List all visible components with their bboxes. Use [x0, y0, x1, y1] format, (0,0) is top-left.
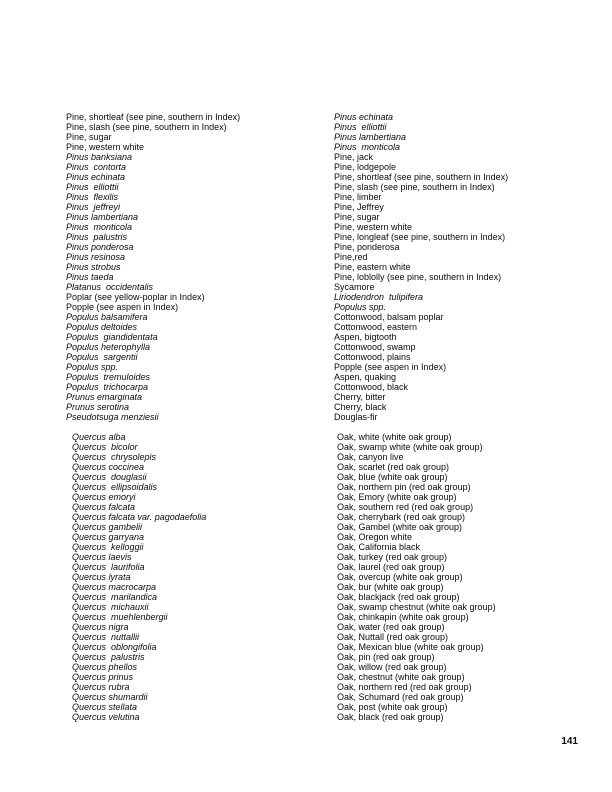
right-name-cell: Oak, swamp white (white oak group) — [337, 442, 483, 452]
left-name-cell: Prunus serotina — [66, 402, 130, 412]
right-name-cell: Cottonwood, black — [334, 382, 409, 392]
right-name-cell: Oak, bur (white oak group) — [337, 582, 444, 592]
right-name-cell: Oak, scarlet (red oak group) — [337, 462, 450, 472]
table-row — [66, 512, 586, 522]
table-row — [66, 212, 586, 222]
table-row — [66, 652, 586, 662]
left-name-cell: Pinus flexilis — [66, 192, 119, 202]
left-name-cell: Pine, western white — [66, 142, 145, 152]
right-name-cell: Oak, blackjack (red oak group) — [337, 592, 460, 602]
left-name-cell: Pinus palustris — [66, 232, 128, 242]
page-number: 141 — [561, 736, 578, 747]
table-row — [66, 182, 586, 192]
left-name-cell: Populus trichocarpa — [66, 382, 149, 392]
table-row — [66, 522, 586, 532]
table-row — [66, 282, 586, 292]
block-gap — [66, 422, 586, 432]
table-row — [66, 312, 586, 322]
right-name-cell: Oak, Emory (white oak group) — [337, 492, 457, 502]
table-row — [66, 172, 586, 182]
table-row — [66, 162, 586, 172]
left-name-cell: Quercus nuttallii — [72, 632, 140, 642]
left-name-cell: Quercus lyrata — [72, 572, 131, 582]
right-name-cell: Oak, swamp chestnut (white oak group) — [337, 602, 496, 612]
left-name-cell: Quercus palustris — [72, 652, 145, 662]
right-name-cell: Oak, chestnut (white oak group) — [337, 672, 465, 682]
left-name-cell: Quercus laurifolia — [72, 562, 145, 572]
left-name-cell: Pinus contorta — [66, 162, 127, 172]
table-row — [66, 682, 586, 692]
table-row — [66, 532, 586, 542]
table-row — [66, 592, 586, 602]
left-name-cell: Pinus resinosa — [66, 252, 126, 262]
left-name-cell: Pine, slash (see pine, southern in Index) — [66, 122, 227, 132]
right-name-cell: Oak, water (red oak group) — [337, 622, 445, 632]
right-name-cell: Sycamore — [334, 282, 375, 292]
table-row — [66, 462, 586, 472]
right-name-cell: Pinus monticola — [334, 142, 401, 152]
left-name-cell: Pinus taeda — [66, 272, 114, 282]
table-row — [66, 132, 586, 142]
left-name-cell: Poplar (see yellow-poplar in Index) — [66, 292, 205, 302]
left-name-cell: Platanus occidentalis — [66, 282, 154, 292]
table-row — [66, 232, 586, 242]
table-row — [66, 402, 586, 412]
left-name-cell: Quercus oblongifolia — [72, 642, 157, 652]
table-row — [66, 582, 586, 592]
right-name-cell: Cherry, bitter — [334, 392, 386, 402]
table-row — [66, 552, 586, 562]
left-name-cell: Quercus ellipsoidalis — [72, 482, 158, 492]
left-name-cell: Quercus gambelii — [72, 522, 143, 532]
right-name-cell: Oak, overcup (white oak group) — [337, 572, 463, 582]
right-name-cell: Pine, slash (see pine, southern in Index) — [334, 182, 495, 192]
right-name-cell: Pine, sugar — [334, 212, 380, 222]
left-name-cell: Popple (see aspen in Index) — [66, 302, 179, 312]
table-row — [66, 112, 586, 122]
right-name-cell: Cottonwood, balsam poplar — [334, 312, 444, 322]
right-name-cell: Oak, black (red oak group) — [337, 712, 444, 722]
table-row — [66, 432, 586, 442]
table-row — [66, 272, 586, 282]
right-name-cell: Pine, lodgepole — [334, 162, 397, 172]
table-row — [66, 342, 586, 352]
table-row — [66, 222, 586, 232]
right-name-cell: Pine, Jeffrey — [334, 202, 384, 212]
table-row — [66, 412, 586, 422]
table-row — [66, 612, 586, 622]
table-row — [66, 142, 586, 152]
left-name-cell: Quercus falcata var. pagodaefolia — [72, 512, 207, 522]
left-name-cell: Populus sargentii — [66, 352, 138, 362]
table-row — [66, 662, 586, 672]
right-name-cell: Cottonwood, eastern — [334, 322, 418, 332]
table-row — [66, 452, 586, 462]
left-name-cell: Pinus banksiana — [66, 152, 133, 162]
right-name-cell: Pine, limber — [334, 192, 382, 202]
left-name-cell: Quercus macrocarpa — [72, 582, 157, 592]
table-row — [66, 372, 586, 382]
left-name-cell: Quercus emoryi — [72, 492, 136, 502]
right-name-cell: Oak, Oregon white — [337, 532, 413, 542]
right-name-cell: Oak, white (white oak group) — [337, 432, 452, 442]
right-name-cell: Pine, ponderosa — [334, 242, 400, 252]
table-row — [66, 542, 586, 552]
table-row — [66, 702, 586, 712]
left-name-cell: Pinus monticola — [66, 222, 133, 232]
table-row — [66, 572, 586, 582]
table-row — [66, 242, 586, 252]
right-name-cell: Pine, eastern white — [334, 262, 411, 272]
right-name-cell: Liriodendron tulipifera — [334, 292, 424, 302]
table-row — [66, 602, 586, 612]
left-name-cell: Quercus coccinea — [72, 462, 145, 472]
table-row — [66, 352, 586, 362]
right-name-cell: Cherry, black — [334, 402, 387, 412]
table-row — [66, 502, 586, 512]
right-name-cell: Oak, canyon live — [337, 452, 404, 462]
table-row — [66, 202, 586, 212]
table-row — [66, 252, 586, 262]
left-name-cell: Quercus falcata — [72, 502, 136, 512]
table-row — [66, 292, 586, 302]
left-name-cell: Pseudotsuga menziesii — [66, 412, 159, 422]
left-name-cell: Quercus muehlenbergii — [72, 612, 168, 622]
right-name-cell: Pinus echinata — [334, 112, 394, 122]
left-name-cell: Pinus elliottii — [66, 182, 119, 192]
table-row — [66, 442, 586, 452]
left-name-cell: Pinus ponderosa — [66, 242, 134, 252]
table-row — [66, 632, 586, 642]
left-name-cell: Quercus velutina — [72, 712, 140, 722]
right-name-cell: Oak, California black — [337, 542, 421, 552]
left-name-cell: Populus heterophylla — [66, 342, 151, 352]
table-row — [66, 482, 586, 492]
table-row — [66, 382, 586, 392]
left-name-cell: Populus tremuloides — [66, 372, 151, 382]
right-name-cell: Oak, Schumard (red oak group) — [337, 692, 464, 702]
right-name-cell: Oak, cherrybark (red oak group) — [337, 512, 466, 522]
right-name-cell: Pinus lambertiana — [334, 132, 407, 142]
left-name-cell: Pinus echinata — [66, 172, 126, 182]
left-name-cell: Quercus alba — [72, 432, 126, 442]
table-row — [66, 152, 586, 162]
right-name-cell: Oak, Mexican blue (white oak group) — [337, 642, 484, 652]
left-name-cell: Quercus chrysolepis — [72, 452, 157, 462]
left-name-cell: Pinus lambertiana — [66, 212, 139, 222]
table-row — [66, 672, 586, 682]
right-name-cell: Oak, Nuttall (red oak group) — [337, 632, 449, 642]
right-name-cell: Oak, willow (red oak group) — [337, 662, 447, 672]
right-name-cell: Oak, turkey (red oak group) — [337, 552, 448, 562]
right-name-cell: Oak, chinkapin (white oak group) — [337, 612, 469, 622]
right-name-cell: Popple (see aspen in Index) — [334, 362, 447, 372]
left-name-cell: Quercus prinus — [72, 672, 134, 682]
right-name-cell: Oak, southern red (red oak group) — [337, 502, 474, 512]
table-row — [66, 302, 586, 312]
table-row — [66, 322, 586, 332]
right-name-cell: Populus spp. — [334, 302, 387, 312]
right-name-cell: Oak, blue (white oak group) — [337, 472, 448, 482]
table-row — [66, 642, 586, 652]
right-name-cell: Oak, northern pin (red oak group) — [337, 482, 471, 492]
table-row — [66, 472, 586, 482]
left-name-cell: Pinus strobus — [66, 262, 121, 272]
left-name-cell: Quercus douglasii — [72, 472, 147, 482]
left-name-cell: Quercus shumardii — [72, 692, 148, 702]
table-row — [66, 622, 586, 632]
right-name-cell: Oak, post (white oak group) — [337, 702, 448, 712]
table-row — [66, 262, 586, 272]
right-name-cell: Pine, western white — [334, 222, 413, 232]
table-row — [66, 392, 586, 402]
right-name-cell: Pine, shortleaf (see pine, southern in Index) — [334, 172, 509, 182]
left-name-cell: Quercus nigra — [72, 622, 129, 632]
table-row — [66, 712, 586, 722]
right-name-cell: Oak, Gambel (white oak group) — [337, 522, 463, 532]
left-name-cell: Quercus laevis — [72, 552, 132, 562]
right-name-cell: Pinus elliottii — [334, 122, 387, 132]
right-name-cell: Pine, jack — [334, 152, 374, 162]
left-name-cell: Quercus bicolor — [72, 442, 138, 452]
right-name-cell: Oak, pin (red oak group) — [337, 652, 435, 662]
left-name-cell: Quercus michauxii — [72, 602, 149, 612]
left-name-cell: Quercus stellata — [72, 702, 138, 712]
right-name-cell: Cottonwood, plains — [334, 352, 411, 362]
right-name-cell: Pine,red — [334, 252, 368, 262]
left-name-cell: Pine, shortleaf (see pine, southern in Index) — [66, 112, 241, 122]
table-row — [66, 192, 586, 202]
table-row — [66, 362, 586, 372]
left-name-cell: Populus deltoides — [66, 322, 138, 332]
right-name-cell: Pine, loblolly (see pine, southern in Index) — [334, 272, 502, 282]
left-name-cell: Quercus phellos — [72, 662, 138, 672]
left-name-cell: Populus giandidentata — [66, 332, 158, 342]
right-name-cell: Aspen, quaking — [334, 372, 397, 382]
left-name-cell: Pinus jeffreyi — [66, 202, 121, 212]
table-row — [66, 332, 586, 342]
species-name-list — [66, 112, 586, 722]
left-name-cell: Populus spp. — [66, 362, 119, 372]
left-name-cell: Quercus marilandica — [72, 592, 158, 602]
right-name-cell: Cottonwood, swamp — [334, 342, 416, 352]
left-name-cell: Quercus kelloggii — [72, 542, 144, 552]
table-row — [66, 492, 586, 502]
right-name-cell: Douglas-fir — [334, 412, 378, 422]
right-name-cell: Oak, northern red (red oak group) — [337, 682, 472, 692]
left-name-cell: Pine, sugar — [66, 132, 112, 142]
table-row — [66, 562, 586, 572]
right-name-cell: Pine, longleaf (see pine, southern in Index) — [334, 232, 506, 242]
table-row — [66, 122, 586, 132]
right-name-cell: Aspen, bigtooth — [334, 332, 397, 342]
table-row — [66, 692, 586, 702]
left-name-cell: Quercus garryana — [72, 532, 145, 542]
left-name-cell: Populus balsamifera — [66, 312, 148, 322]
right-name-cell: Oak, laurel (red oak group) — [337, 562, 445, 572]
left-name-cell: Prunus emarginata — [66, 392, 143, 402]
left-name-cell: Quercus rubra — [72, 682, 130, 692]
